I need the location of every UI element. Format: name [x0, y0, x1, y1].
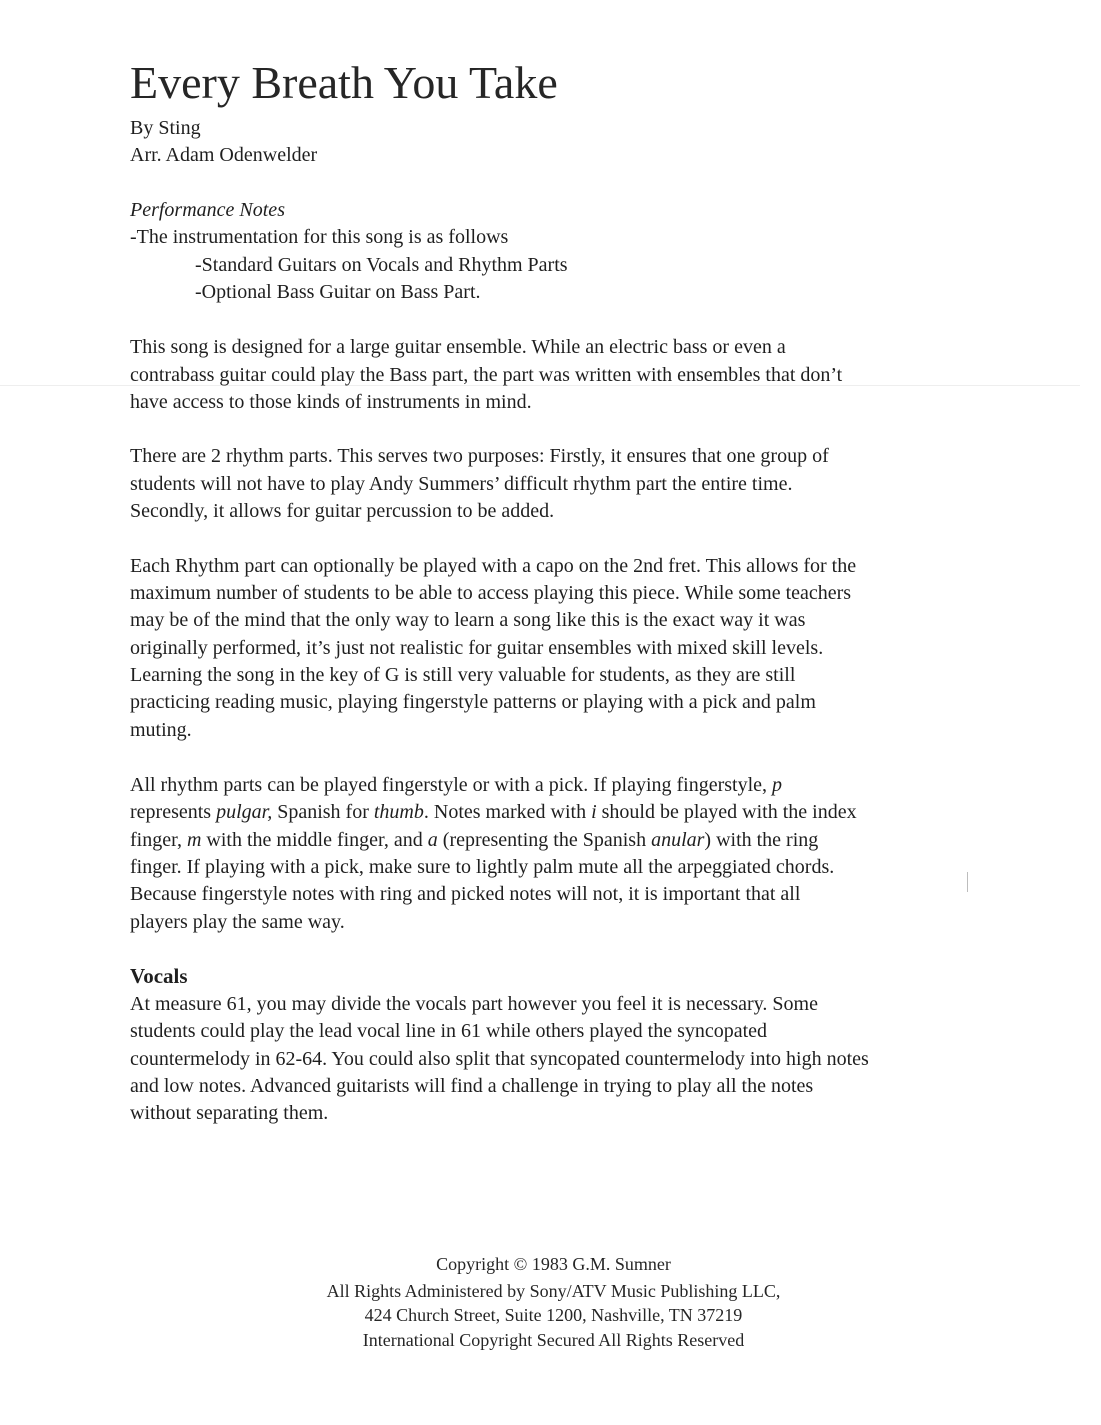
paragraph-line: students will not have to play Andy Summers’ difficult rhythm part the entire time. [130, 473, 793, 495]
italic-term: anular [651, 829, 705, 851]
scan-vertical-mark [967, 872, 968, 892]
paragraph-line: Learning the song in the key of G is still very valuable for students, as they are still [130, 664, 796, 686]
song-title: Every Breath You Take [130, 57, 558, 108]
instrumentation-item: -Standard Guitars on Vocals and Rhythm Parts [195, 254, 568, 276]
paragraph-line: There are 2 rhythm parts. This serves two purposes: Firstly, it ensures that one group of [130, 445, 829, 467]
text-run: should be played with the index [596, 801, 857, 823]
paragraph-line: This song is designed for a large guitar ensemble. While an electric bass or even a [130, 336, 786, 358]
paragraph-line: Each Rhythm part can optionally be played with a capo on the 2nd fret. This allows for the [130, 555, 857, 577]
composer-byline: By Sting [130, 117, 201, 139]
copyright-line: Copyright © 1983 G.M. Sumner [436, 1254, 671, 1274]
paragraph-line: muting. [130, 719, 192, 741]
instrumentation-intro: -The instrumentation for this song is as follows [130, 226, 509, 248]
paragraph-line [130, 773, 782, 797]
paragraph-line: and low notes. Advanced guitarists will find a challenge in trying to play all the notes [130, 1075, 814, 1097]
text-run: (representing the Spanish [437, 829, 652, 851]
text-run: All rhythm parts can be played fingerstyle or with a pick. If playing fingerstyle, [130, 774, 773, 796]
text-run: ) with the ring [704, 829, 819, 851]
paragraph-line: finger. If playing with a pick, make sure to lightly palm mute all the arpeggiated chords. [130, 856, 835, 878]
text-run: finger, [130, 829, 187, 851]
instrumentation-item: -Optional Bass Guitar on Bass Part. [195, 281, 481, 303]
paragraph-line [130, 800, 857, 824]
performance-notes-heading: Performance Notes [130, 199, 285, 221]
italic-term: p [772, 774, 783, 796]
paragraph-line: contrabass guitar could play the Bass part, the part was written with ensembles that don’t [130, 364, 843, 386]
vocals-heading: Vocals [130, 964, 188, 988]
paragraph-line: originally performed, it’s just not realistic for guitar ensembles with mixed skill levels. [130, 637, 824, 659]
paragraph-line: countermelody in 62-64. You could also split that syncopated countermelody into high notes [130, 1048, 869, 1070]
italic-term: pulgar, [216, 801, 273, 823]
paragraph-line: maximum number of students to be able to access playing this piece. While some teachers [130, 582, 852, 604]
copyright-line: 424 Church Street, Suite 1200, Nashville, TN 37219 [364, 1305, 743, 1325]
paragraph-line [130, 828, 818, 852]
copyright-line: All Rights Administered by Sony/ATV Music Publishing LLC, [326, 1281, 781, 1301]
text-run: . Notes marked with [423, 801, 592, 823]
paragraph-line: At measure 61, you may divide the vocals part however you feel it is necessary. Some [130, 993, 818, 1015]
italic-term: thumb [373, 801, 424, 823]
copyright-line: International Copyright Secured All Rights Reserved [362, 1330, 745, 1350]
text-run: with the middle finger, and [201, 829, 428, 851]
paragraph-line: may be of the mind that the only way to learn a song like this is the exact way it was [130, 609, 806, 631]
paragraph-line: students could play the lead vocal line in 61 while others played the syncopated [130, 1020, 768, 1042]
italic-term: m [186, 829, 202, 851]
text-run: represents [130, 801, 217, 823]
paragraph-line: players play the same way. [130, 911, 345, 933]
paragraph-line: without separating them. [130, 1102, 329, 1124]
italic-term: i [591, 801, 597, 823]
italic-term: a [427, 829, 438, 851]
paragraph-line: practicing reading music, playing fingerstyle patterns or playing with a pick and palm [130, 691, 816, 713]
text-run: Spanish for [272, 801, 374, 823]
paragraph-line: Because fingerstyle notes with ring and picked notes will not, it is important that all [130, 883, 801, 905]
arranger-credit: Arr. Adam Odenwelder [130, 144, 318, 166]
paragraph-line: Secondly, it allows for guitar percussion to be added. [130, 500, 555, 522]
paragraph-line: have access to those kinds of instruments in mind. [130, 391, 532, 413]
